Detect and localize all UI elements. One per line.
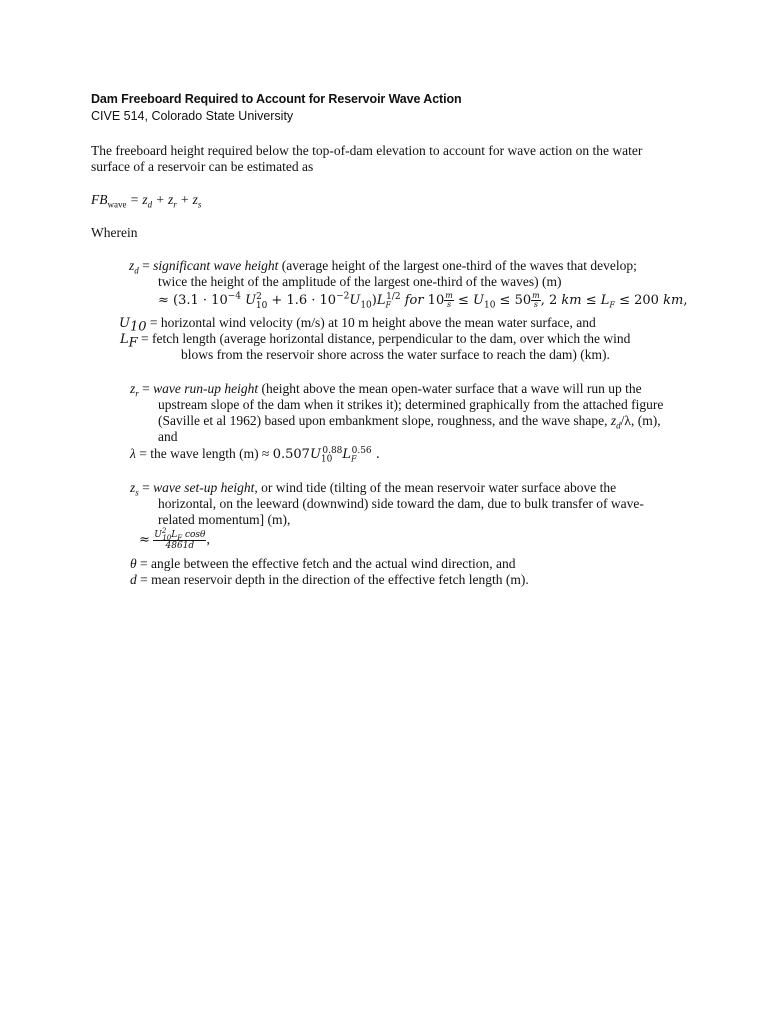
zr-term: wave run-up height: [153, 381, 259, 396]
u10-symbol: U: [119, 316, 130, 331]
zd-symbol-sub: d: [134, 265, 139, 276]
theta-desc: = angle between the effective fetch and the actual wind direction, and: [136, 556, 516, 571]
theta-definition: [130, 556, 515, 572]
zd-desc-2: twice the height of the amplitude of the largest one-third of the waves) (m): [158, 274, 562, 289]
zd-definition: [129, 258, 637, 274]
eq-lhs: FB: [91, 192, 108, 207]
intro-line-1: The freeboard height required below the top-of-dam elevation to account for wave action on the water: [91, 143, 643, 158]
lf-desc-2: blows from the reservoir shore across the water surface to reach the dam) (km).: [181, 347, 610, 362]
zs-approx: ≈: [139, 532, 150, 548]
u10-definition: [119, 315, 596, 335]
zs-desc-1: , or wind tide (tilting of the mean reservoir water surface above the: [254, 480, 617, 495]
zr-symbol-sub: r: [135, 388, 139, 399]
lf-desc-1: = fetch length (average horizontal distance, perpendicular to the dam, over which the wind: [137, 331, 631, 346]
lf-symbol-sub: F: [128, 335, 138, 351]
lf-symbol: L: [120, 332, 129, 347]
eq-zr-sub: r: [173, 199, 177, 210]
lambda-symbol: λ: [130, 446, 136, 461]
zs-frac-tail: ,: [206, 531, 210, 547]
zd-eq: =: [138, 258, 154, 273]
zd-term: significant wave height: [153, 258, 279, 273]
zr-desc-1: (height above the mean open-water surface that a wave will run up the: [258, 381, 642, 396]
zs-symbol: z: [130, 480, 136, 495]
doc-subtitle: CIVE 514, Colorado State University: [91, 109, 294, 123]
zd-desc-1: (average height of the largest one-third of the waves that develop;: [278, 258, 637, 273]
lf-definition: [120, 331, 631, 351]
d-desc: = mean reservoir depth in the direction of the effective fetch length (m).: [136, 572, 529, 587]
zr-desc-3: [158, 413, 661, 429]
zr-desc-3-text: (Saville et al 1962) based upon embankment slope, roughness, and the wave shape,: [158, 413, 611, 428]
zs-desc-3: related momentum] (m),: [158, 512, 291, 527]
zr-eq: =: [138, 381, 154, 396]
d-definition: [130, 572, 529, 588]
eq-rhs-3: + z: [176, 192, 198, 207]
zr-ratio-sub: d: [616, 420, 621, 431]
eq-lhs-sub: wave: [107, 199, 127, 210]
zd-formula: ≈ ($3.1 \cdot 10^{-4}$ $U^2_{10} + 1.6 \cdot 10^{-2}U_{10})L_F^{1/2}$ for 10 $\frac{m}{s}$ ≤ $U_{10} \le 50$ $\frac{m}{s}$ , 2 km ≤ $L_F \le 200$ km,: [158, 291, 688, 311]
eq-rhs-2: + z: [152, 192, 174, 207]
zr-desc-2: upstream slope of the dam when it strikes it); determined graphically from the attached figure: [158, 397, 664, 412]
freeboard-equation: [91, 192, 201, 208]
zd-symbol: z: [129, 258, 135, 273]
u10-desc: = horizontal wind velocity (m/s) at 10 m height above the mean water surface, and: [146, 315, 596, 330]
theta-symbol: θ: [130, 556, 137, 571]
eq-rhs-1: = z: [126, 192, 148, 207]
zs-desc-2: horizontal, on the leeward (downwind) side toward the dam, due to bulk transfer of wave-: [158, 496, 644, 511]
eq-zd-sub: d: [147, 199, 153, 210]
zs-definition: [130, 480, 616, 496]
zs-eq: =: [138, 480, 154, 495]
zr-ratio-tail: /λ, (m),: [620, 413, 661, 428]
zr-symbol: z: [130, 381, 136, 396]
d-symbol: d: [130, 572, 137, 587]
zr-definition: [130, 381, 642, 397]
doc-title: Dam Freeboard Required to Account for Reservoir Wave Action: [91, 92, 462, 106]
zs-term: wave set-up height: [153, 480, 255, 495]
zr-desc-4: and: [158, 429, 178, 444]
wherein-label: Wherein: [91, 225, 138, 240]
u10-symbol-sub: 10: [129, 319, 147, 335]
eq-zs-sub: s: [197, 199, 202, 210]
intro-line-2: surface of a reservoir can be estimated as: [91, 159, 314, 174]
lambda-definition: λ = the wave length $(m) \approx 0.507U_{10}^{0.88}L_F^{0.56}$ .: [130, 445, 380, 465]
zs-formula: [139, 527, 210, 551]
zs-fraction: $\frac{U^2_{10}L_F \cos\theta}{4861d}$: [154, 527, 206, 551]
zs-symbol-sub: s: [135, 487, 139, 498]
zr-ratio: z: [610, 413, 617, 428]
